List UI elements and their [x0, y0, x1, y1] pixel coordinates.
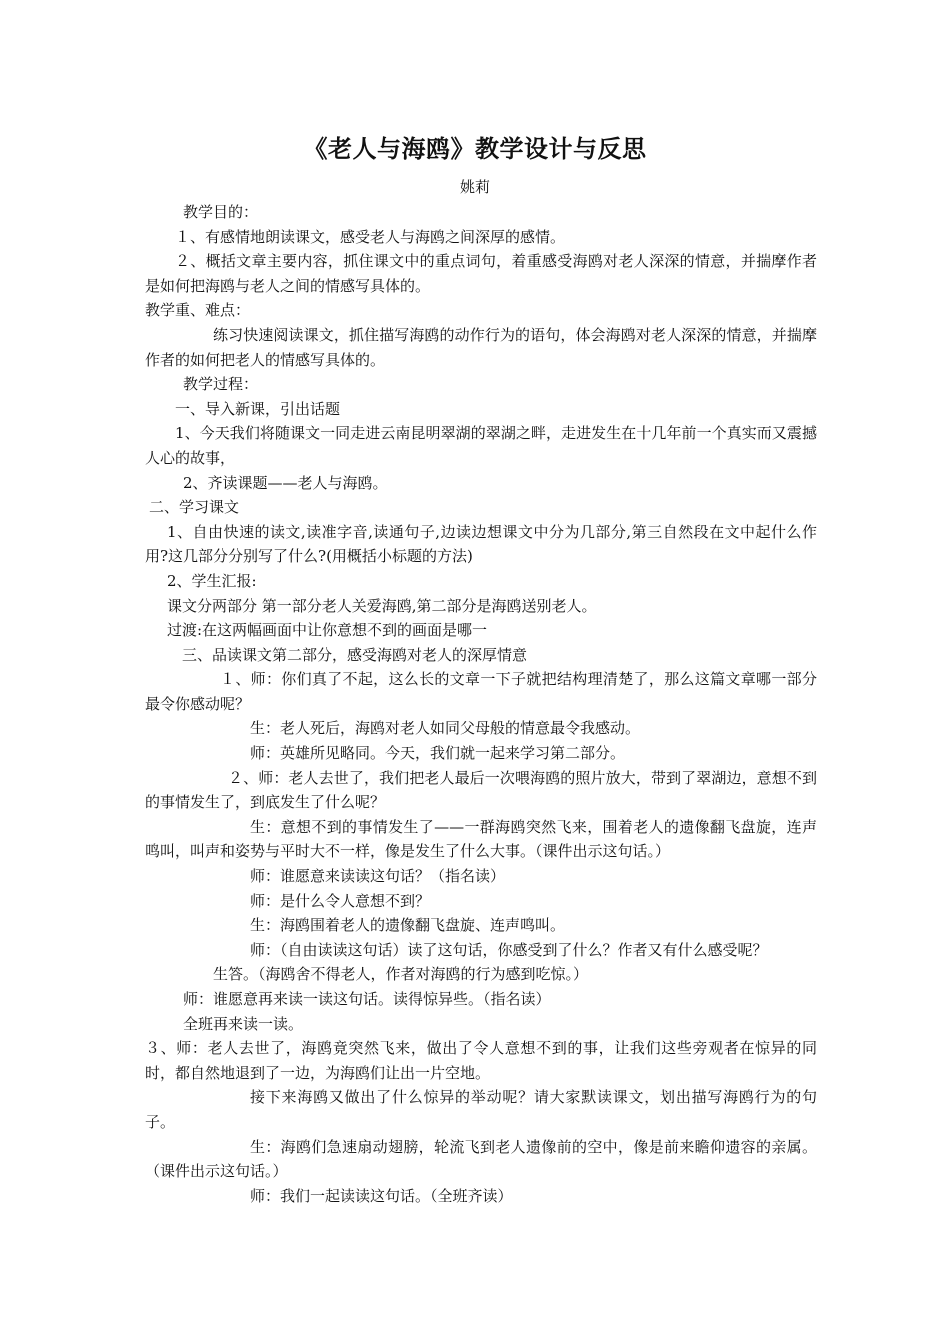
paragraph: 1、今天我们将随课文一同走进云南昆明翠湖的翠湖之畔，走进发生在十几年前一个真实而又震撼人心的故事，	[145, 424, 817, 467]
paragraph: 2、学生汇报:	[167, 571, 257, 590]
paragraph: 练习快速阅读课文，抓住描写海鸥的动作行为的语句，体会海鸥对老人深深的情意，并揣摩作者的如何把老人的情感写具体的。	[145, 325, 817, 369]
paragraph: 二、学习课文	[149, 498, 240, 517]
paragraph: 师：谁愿意来读读这句话？（指名读）	[250, 867, 506, 886]
paragraph: 三、品读课文第二部分，感受海鸥对老人的深厚情意	[182, 645, 528, 664]
paragraph: 全班再来读一读。	[183, 1014, 304, 1033]
paragraph: ３、师：老人去世了，海鸥竟突然飞来，做出了令人意想不到的事，让我们这些旁观者在惊异的同时，都自然地退到了一边，为海鸥们让出一片空地。	[145, 1039, 817, 1082]
paragraph: 教学重、难点：	[145, 301, 251, 320]
paragraph: 生答。（海鸥舍不得老人，作者对海鸥的行为感到吃惊。）	[213, 965, 589, 984]
paragraph: 课文分两部分 第一部分老人关爱海鸥,第二部分是海鸥送别老人。	[167, 596, 597, 615]
paragraph: 2、齐读课题——老人与海鸥。	[183, 473, 388, 492]
paragraph: 1、自由快速的读文,读准字音,读通句子,边读边想课文中分为几部分,第三自然段在文中起什么作用?这几部分分别写了什么?(用概括小标题的方法)	[145, 522, 817, 566]
paragraph: 师：谁愿意再来读一读这句话。读得惊异些。（指名读）	[183, 990, 551, 1008]
paragraph: 教学过程：	[183, 375, 259, 394]
paragraph: 师：是什么令人意想不到？	[250, 891, 431, 910]
paragraph: １、师：你们真了不起，这么长的文章一下子就把结构理清楚了，那么这篇文章哪一部分最令你感动呢？	[145, 670, 817, 713]
paragraph: 过渡:在这两幅画面中让你意想不到的画面是哪一	[167, 621, 488, 640]
paragraph: 生：海鸥们急速扇动翅膀，轮流飞到老人遗像前的空中，像是前来瞻仰遗容的亲属。（课件出示这句话。）	[145, 1137, 817, 1181]
paragraph: 生：老人死后，海鸥对老人如同父母般的情意最令我感动。	[250, 719, 641, 738]
document-body	[145, 200, 817, 1208]
paragraph: １、有感情地朗读课文，感受老人与海鸥之间深厚的感情。	[175, 227, 566, 246]
document-title: 《老人与海鸥》教学设计与反思	[303, 135, 647, 163]
paragraph: 一、导入新课，引出话题	[175, 399, 341, 418]
paragraph: 生：意想不到的事情发生了——一群海鸥突然飞来，围着老人的遗像翻飞盘旋，连声鸣叫，叫声和姿势与平时大不一样，像是发生了什么大事。（课件出示这句话。）	[145, 817, 817, 861]
paragraph: 接下来海鸥又做出了什么惊异的举动呢？请大家默读课文，划出描写海鸥行为的句子。	[145, 1088, 817, 1131]
document-author: 姚莉	[459, 178, 490, 196]
paragraph: ２、师：老人去世了，我们把老人最后一次喂海鸥的照片放大，带到了翠湖边，意想不到的事情发生了，到底发生了什么呢？	[145, 768, 817, 812]
paragraph: ２、概括文章主要内容，抓住课文中的重点词句，着重感受海鸥对老人深深的情意，并揣摩作者是如何把海鸥与老人之间的情感写具体的。	[145, 252, 817, 295]
paragraph: 师：我们一起读读这句话。（全班齐读）	[250, 1186, 513, 1205]
paragraph: 生：海鸥围着老人的遗像翻飞盘旋、连声鸣叫。	[250, 916, 566, 935]
paragraph: 师：英雄所见略同。今天，我们就一起来学习第二部分。	[250, 744, 626, 763]
paragraph: 师：（自由读读这句话）读了这句话，你感受到了什么？作者又有什么感受呢？	[250, 940, 768, 959]
paragraph: 教学目的：	[183, 203, 259, 221]
